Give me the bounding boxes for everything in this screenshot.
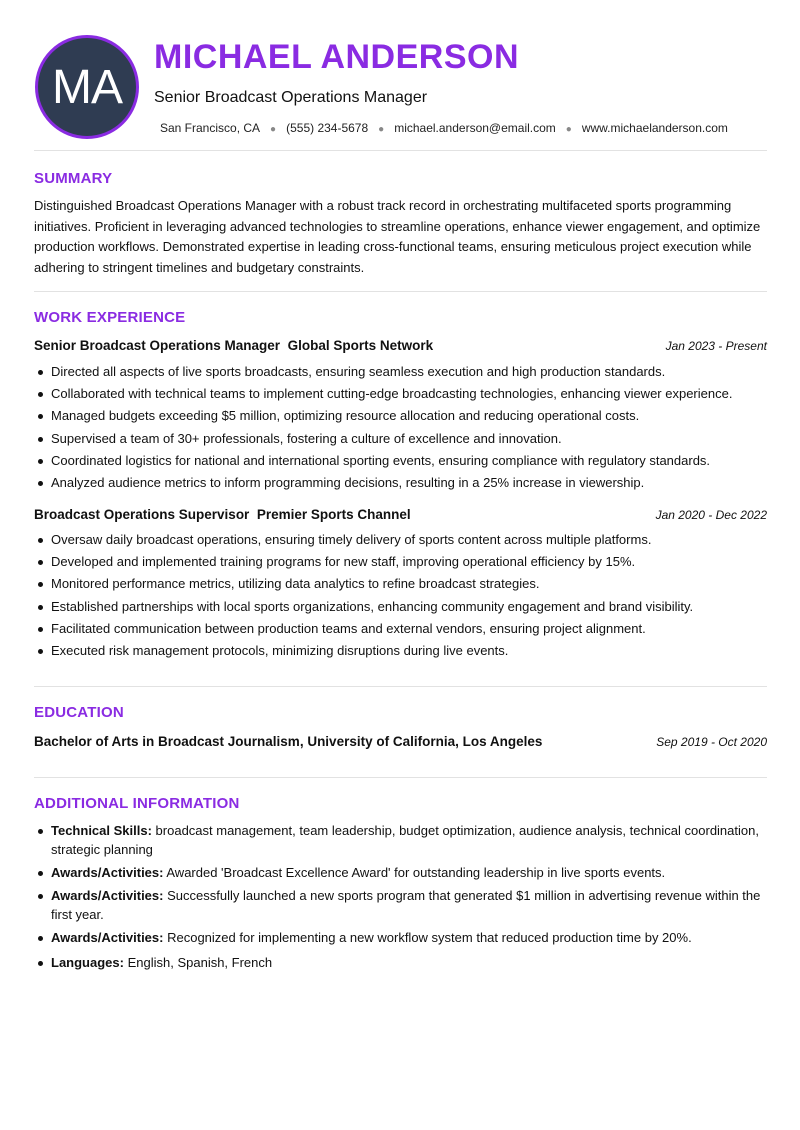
education-entry xyxy=(34,732,767,752)
job-company: Global Sports Network xyxy=(287,338,434,353)
list-item: Oversaw daily broadcast operations, ensuring timely delivery of sports content across multiple platforms. xyxy=(34,529,764,551)
list-item: Established partnerships with local sports organizations, enhancing community engagement and brand visibility. xyxy=(34,596,764,618)
job-role: Senior Broadcast Operations Manager xyxy=(34,338,281,353)
item-text: Awarded 'Broadcast Excellence Award' for outstanding leadership in live sports events. xyxy=(166,865,666,880)
item-label: Technical Skills: xyxy=(51,823,152,838)
list-item xyxy=(34,928,764,947)
experience-heading: WORK EXPERIENCE xyxy=(34,309,186,326)
list-item: Directed all aspects of live sports broadcasts, ensuring seamless execution and high production standards. xyxy=(34,361,764,383)
item-text: Recognized for implementing a new workflow system that reduced production time by 20%. xyxy=(167,930,692,945)
separator-dot-icon: ● xyxy=(270,124,277,135)
job-header xyxy=(34,505,767,525)
job-bullets xyxy=(34,529,764,662)
candidate-name: MICHAEL ANDERSON xyxy=(154,38,520,76)
item-label: Awards/Activities: xyxy=(51,865,164,880)
contact-email[interactable]: michael.anderson@email.com xyxy=(394,121,556,135)
avatar-initials: MA xyxy=(52,60,122,114)
job-company: Premier Sports Channel xyxy=(256,507,411,522)
item-label: Languages: xyxy=(51,955,124,970)
item-label: Awards/Activities: xyxy=(51,888,164,903)
divider xyxy=(34,150,767,151)
job-bullets xyxy=(34,361,764,494)
avatar xyxy=(35,35,139,139)
additional-heading: ADDITIONAL INFORMATION xyxy=(34,795,240,812)
candidate-title: Senior Broadcast Operations Manager xyxy=(154,89,428,106)
list-item: Collaborated with technical teams to implement cutting-edge broadcasting technologies, enhancing viewer experience. xyxy=(34,383,764,405)
divider xyxy=(34,777,767,778)
job-dates: Jan 2023 - Present xyxy=(665,339,767,353)
education-degree: Bachelor of Arts in Broadcast Journalism, University of California, Los Angeles xyxy=(34,734,543,749)
item-text: broadcast management, team leadership, budget optimization, audience analysis, technical coordination, strategic planning xyxy=(51,823,759,857)
list-item: Developed and implemented training programs for new staff, improving operational efficiency by 15%. xyxy=(34,551,764,573)
additional-list xyxy=(34,821,764,976)
item-text: Successfully launched a new sports program that generated $1 million in advertising revenue within the first year. xyxy=(51,888,761,922)
separator-dot-icon: ● xyxy=(565,124,572,135)
job-header xyxy=(34,336,767,356)
contact-line xyxy=(160,120,728,138)
list-item xyxy=(34,953,764,972)
item-text: English, Spanish, French xyxy=(127,955,273,970)
list-item: Supervised a team of 30+ professionals, fostering a culture of excellence and innovation. xyxy=(34,428,764,450)
list-item: Analyzed audience metrics to inform programming decisions, resulting in a 25% increase in viewership. xyxy=(34,472,764,494)
list-item: Facilitated communication between production teams and external vendors, ensuring project alignment. xyxy=(34,618,764,640)
list-item: Coordinated logistics for national and international sporting events, ensuring compliance with regulatory standards. xyxy=(34,450,764,472)
summary-heading: SUMMARY xyxy=(34,170,113,187)
education-heading: EDUCATION xyxy=(34,704,124,721)
item-label: Awards/Activities: xyxy=(51,930,164,945)
education-dates: Sep 2019 - Oct 2020 xyxy=(656,735,767,749)
contact-location: San Francisco, CA xyxy=(160,121,261,135)
job-role: Broadcast Operations Supervisor xyxy=(34,507,250,522)
job-dates: Jan 2020 - Dec 2022 xyxy=(655,508,767,522)
list-item: Managed budgets exceeding $5 million, optimizing resource allocation and reducing operational costs. xyxy=(34,405,764,427)
list-item xyxy=(34,821,764,859)
contact-website[interactable]: www.michaelanderson.com xyxy=(581,121,728,135)
contact-phone: (555) 234-5678 xyxy=(286,121,369,135)
divider xyxy=(34,686,767,687)
list-item: Monitored performance metrics, utilizing data analytics to refine broadcast strategies. xyxy=(34,573,764,595)
list-item xyxy=(34,886,764,924)
list-item: Executed risk management protocols, minimizing disruptions during live events. xyxy=(34,640,764,662)
divider xyxy=(34,291,767,292)
summary-text: Distinguished Broadcast Operations Manager with a robust track record in orchestrating multifaceted sports programming initiatives. Proficient in leveraging advanced technologies to streamline operations, enhance viewer engagement, and optimize production workflows. Demonstrated expertise in leading cross-functional teams, ensuring meticulous project execution while adhering to stringent timelines and budgetary constraints. xyxy=(34,198,761,275)
list-item xyxy=(34,863,764,882)
separator-dot-icon: ● xyxy=(378,124,385,135)
